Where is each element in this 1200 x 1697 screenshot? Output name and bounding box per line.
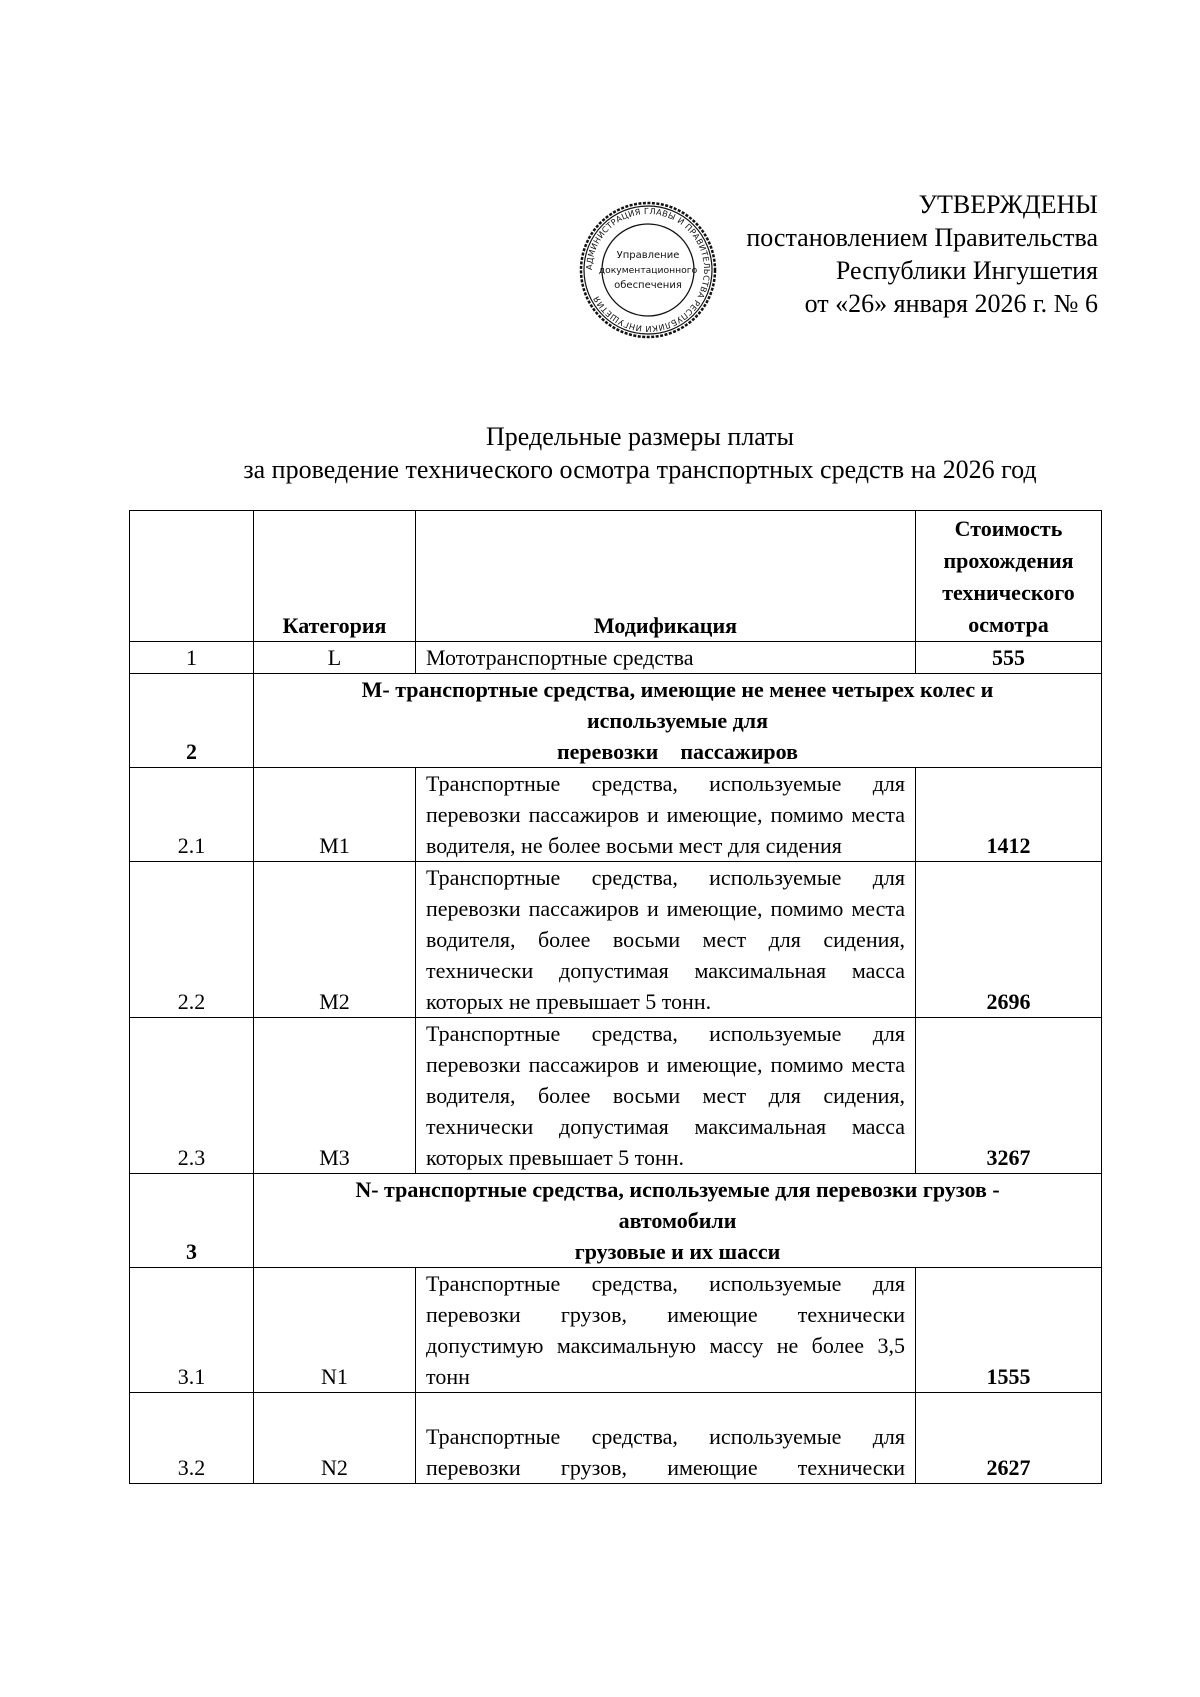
approval-heading: УТВЕРЖДЕНЫ: [918, 190, 1098, 219]
header-num: [130, 511, 254, 642]
stamp-center-line-3: обеспечения: [614, 280, 682, 291]
row-num: 2.2: [130, 862, 254, 1018]
row-cost: 2627: [916, 1393, 1102, 1484]
table-row: [130, 1268, 1102, 1393]
row-num: 2.3: [130, 1018, 254, 1174]
row-modification: Мототранспортные средства: [416, 642, 916, 674]
row-modification: Транспортные средства, используемые для перевозки грузов, имеющие технически: [416, 1393, 916, 1484]
group-row: [130, 1174, 1102, 1268]
group-row: [130, 674, 1102, 768]
row-category: М1: [254, 768, 416, 862]
row-category: N1: [254, 1268, 416, 1393]
row-modification: Транспортные средства, используемые для перевозки грузов, имеющие технически допустимую максимальную массу не более 3,5 тонн: [416, 1268, 916, 1393]
group-title-line: N- транспортные средства, используемые для перевозки грузов -: [355, 1177, 1000, 1202]
row-category: L: [254, 642, 416, 674]
group-title: [254, 674, 1102, 768]
header-category: Категория: [254, 511, 416, 642]
table-row: [130, 642, 1102, 674]
title-line-2: за проведение технического осмотра транспортных средств на 2026 год: [243, 455, 1037, 484]
row-modification: Транспортные средства, используемые для перевозки пассажиров и имеющие, помимо места водителя, более восьми мест для сидения, технически допустимая максимальная масса которых не превышает 5 тонн.: [416, 862, 916, 1018]
table-row: [130, 768, 1102, 862]
group-title-line: используемые для: [586, 708, 769, 733]
group-title-line: перевозки пассажиров: [556, 739, 799, 764]
stamp-center-line-1: Управление: [616, 250, 680, 261]
row-num: 2.1: [130, 768, 254, 862]
row-num: 3.2: [130, 1393, 254, 1484]
group-num: 2: [130, 674, 254, 768]
stamp-center-line-2: документационного: [598, 265, 698, 276]
stamp-ring-text: АДМИНИСТРАЦИЯ ГЛАВЫ И ПРАВИТЕЛЬСТВА РЕСПУБЛИКИ ИНГУШЕТИЯ: [583, 205, 713, 335]
group-title: [254, 1174, 1102, 1268]
row-num: 3.1: [130, 1268, 254, 1393]
row-cost: 1555: [916, 1268, 1102, 1393]
row-cost: 2696: [916, 862, 1102, 1018]
group-num: 3: [130, 1174, 254, 1268]
row-modification: Транспортные средства, используемые для перевозки пассажиров и имеющие, помимо места водителя, не более восьми мест для сидения: [416, 768, 916, 862]
row-cost: 3267: [916, 1018, 1102, 1174]
table-row: [130, 1393, 1102, 1484]
table-row: [130, 862, 1102, 1018]
row-category: М3: [254, 1018, 416, 1174]
fees-table: [129, 510, 1102, 1484]
header-modification: Модификация: [416, 511, 916, 642]
row-cost: 1412: [916, 768, 1102, 862]
header-cost: Стоимость прохождения технического осмотра: [916, 511, 1102, 642]
official-stamp: [578, 200, 718, 340]
group-title-line: автомобили: [618, 1208, 737, 1233]
table-row: [130, 1018, 1102, 1174]
approval-line-republic: Республики Ингушетия: [835, 256, 1098, 285]
group-title-line: грузовые и их шасси: [574, 1239, 781, 1264]
row-category: М2: [254, 862, 416, 1018]
row-category: N2: [254, 1393, 416, 1484]
row-num: 1: [130, 642, 254, 674]
approval-line-decree: постановлением Правительства: [746, 223, 1098, 252]
row-cost: 555: [916, 642, 1102, 674]
group-title-line: М- транспортные средства, имеющие не менее четырех колес и: [361, 677, 994, 702]
document-title: [190, 420, 1090, 486]
row-modification: Транспортные средства, используемые для перевозки пассажиров и имеющие, помимо места водителя, более восьми мест для сидения, технически допустимая максимальная масса которых превышает 5 тонн.: [416, 1018, 916, 1174]
title-line-1: Предельные размеры платы: [486, 422, 794, 451]
table-header-row: [130, 511, 1102, 642]
approval-line-date: от «26» января 2026 г. № 6: [804, 289, 1098, 318]
